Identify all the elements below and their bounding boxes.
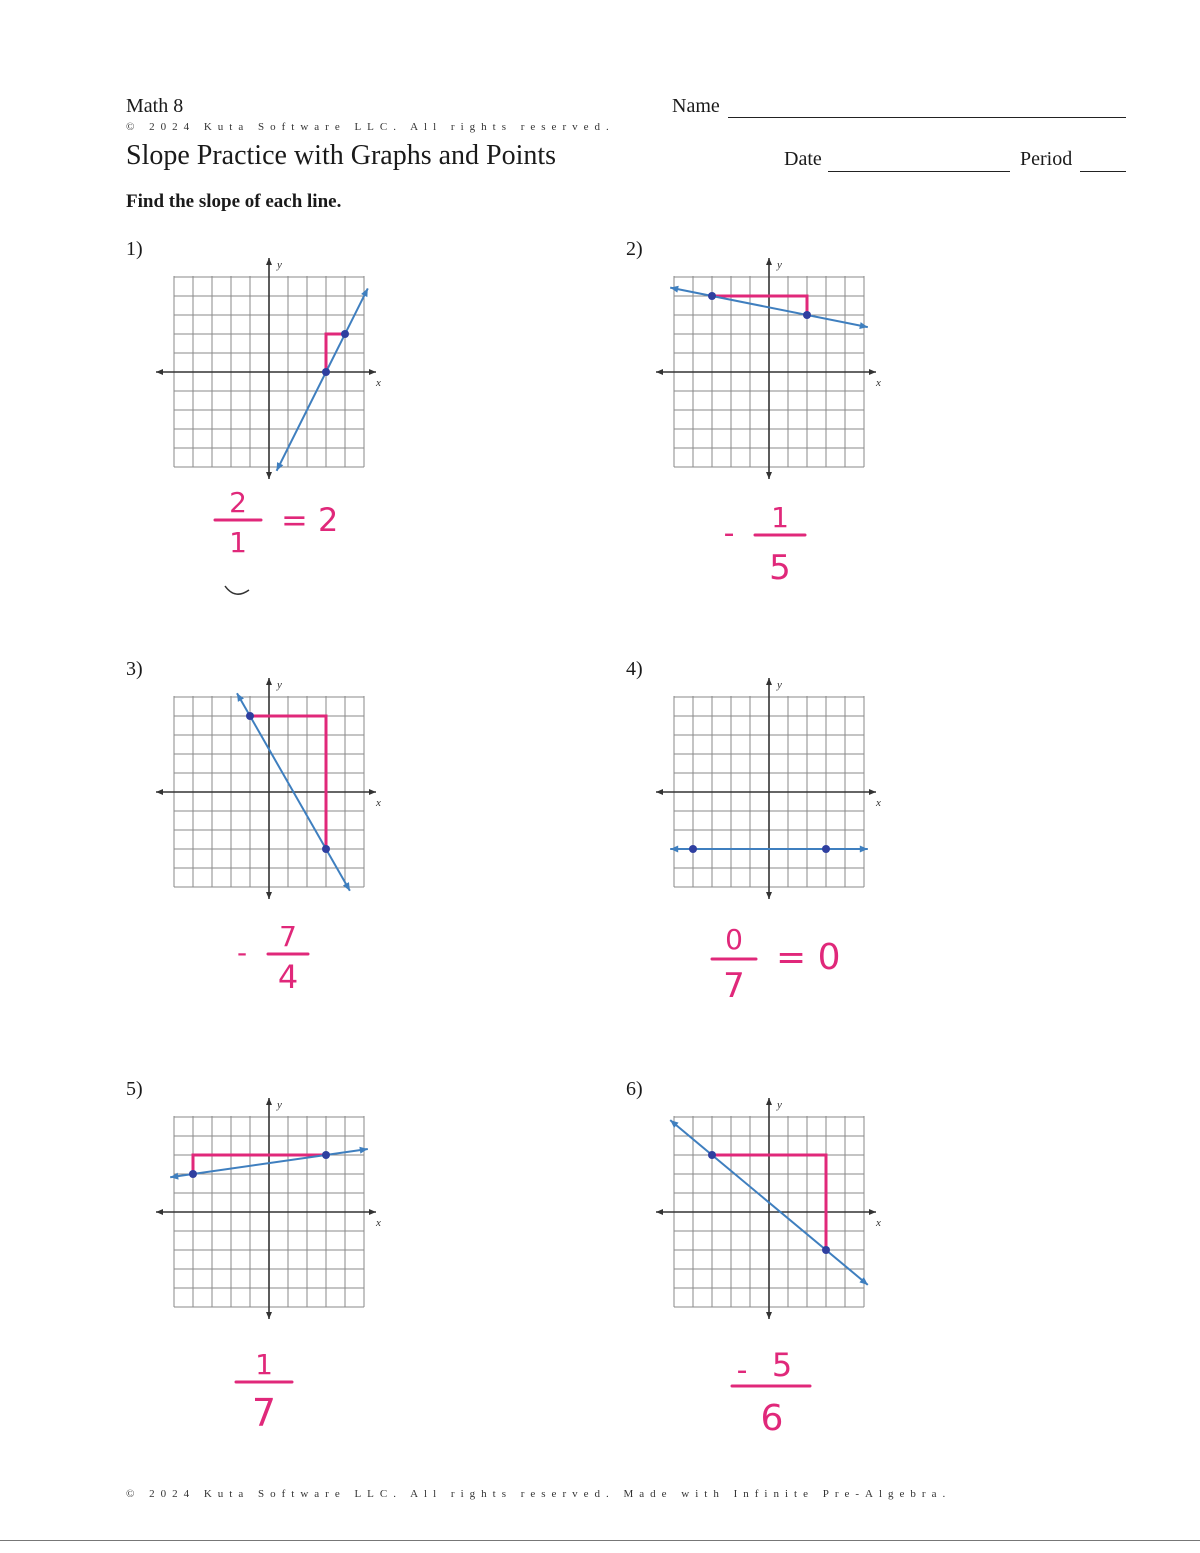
answer-2-numerator: 1 [771, 501, 789, 534]
answer-5-numerator: 1 [255, 1348, 273, 1381]
answer-2-sign: - [723, 516, 735, 551]
x-axis-label: x [376, 1217, 381, 1229]
answer-1-result: = 2 [281, 501, 339, 539]
y-axis-label: y [777, 679, 782, 691]
plotted-point [708, 1151, 716, 1159]
answer-1-numerator: 2 [229, 486, 247, 519]
y-axis-label: y [277, 679, 282, 691]
x-axis-label: x [376, 377, 381, 389]
handwritten-answer-6 [722, 1338, 842, 1438]
problem-number-4: 4) [626, 658, 643, 680]
handwritten-answer-3 [222, 912, 332, 1002]
answer-6-denominator: 6 [760, 1398, 784, 1439]
problem-number-3: 3) [126, 658, 143, 680]
instructions: Find the slope of each line. [126, 191, 342, 212]
handwritten-answer-4 [700, 915, 870, 1015]
problem-number-6: 6) [626, 1078, 643, 1100]
answer-4-denominator: 7 [723, 966, 745, 1006]
answer-4-numerator: 0 [725, 923, 743, 956]
worksheet-title: Slope Practice with Graphs and Points [126, 140, 557, 171]
handwritten-answer-2 [715, 495, 835, 595]
footer-copyright: © 2024 Kuta Software LLC. All rights reserved. Made with Infinite Pre-Algebra. [126, 1488, 952, 1500]
course-name: Math 8 [126, 95, 184, 117]
answer-6-numerator: 5 [771, 1346, 793, 1384]
copyright-notice: © 2024 Kuta Software LLC. All rights reserved. [126, 121, 615, 133]
x-axis-label: x [376, 797, 381, 809]
y-axis-label: y [777, 259, 782, 271]
answer-3-denominator: 4 [277, 958, 299, 996]
x-axis-arrow-left-icon [656, 1209, 663, 1215]
date-label: Date [784, 148, 822, 170]
answer-6-sign: - [736, 1353, 748, 1388]
y-axis-arrow-down-icon [766, 1312, 772, 1319]
name-label: Name [672, 95, 720, 117]
x-axis-arrow-right-icon [869, 1209, 876, 1215]
period-label: Period [1020, 148, 1073, 170]
answer-1-denominator: 1 [229, 526, 247, 559]
y-axis-arrow-up-icon [766, 1098, 772, 1105]
x-axis-label: x [876, 377, 881, 389]
problem-number-5: 5) [126, 1078, 143, 1100]
y-axis-label: y [277, 259, 282, 271]
answer-5-denominator: 7 [251, 1391, 277, 1435]
answer-3-numerator: 7 [279, 920, 297, 953]
y-axis-label: y [777, 1099, 782, 1111]
handwritten-answer-5 [228, 1340, 328, 1440]
problem-number-2: 2) [626, 238, 643, 260]
plotted-point [822, 1246, 830, 1254]
answer-4-result: = 0 [776, 937, 841, 978]
scan-edge-divider [0, 1540, 1200, 1541]
problem-number-1: 1) [126, 238, 143, 260]
answer-2-denominator: 5 [769, 548, 791, 588]
answer-3-sign: - [236, 936, 248, 969]
check-mark-icon [225, 586, 249, 594]
y-axis-label: y [277, 1099, 282, 1111]
x-axis-label: x [876, 1217, 881, 1229]
handwritten-answer-1 [205, 486, 385, 610]
x-axis-label: x [876, 797, 881, 809]
